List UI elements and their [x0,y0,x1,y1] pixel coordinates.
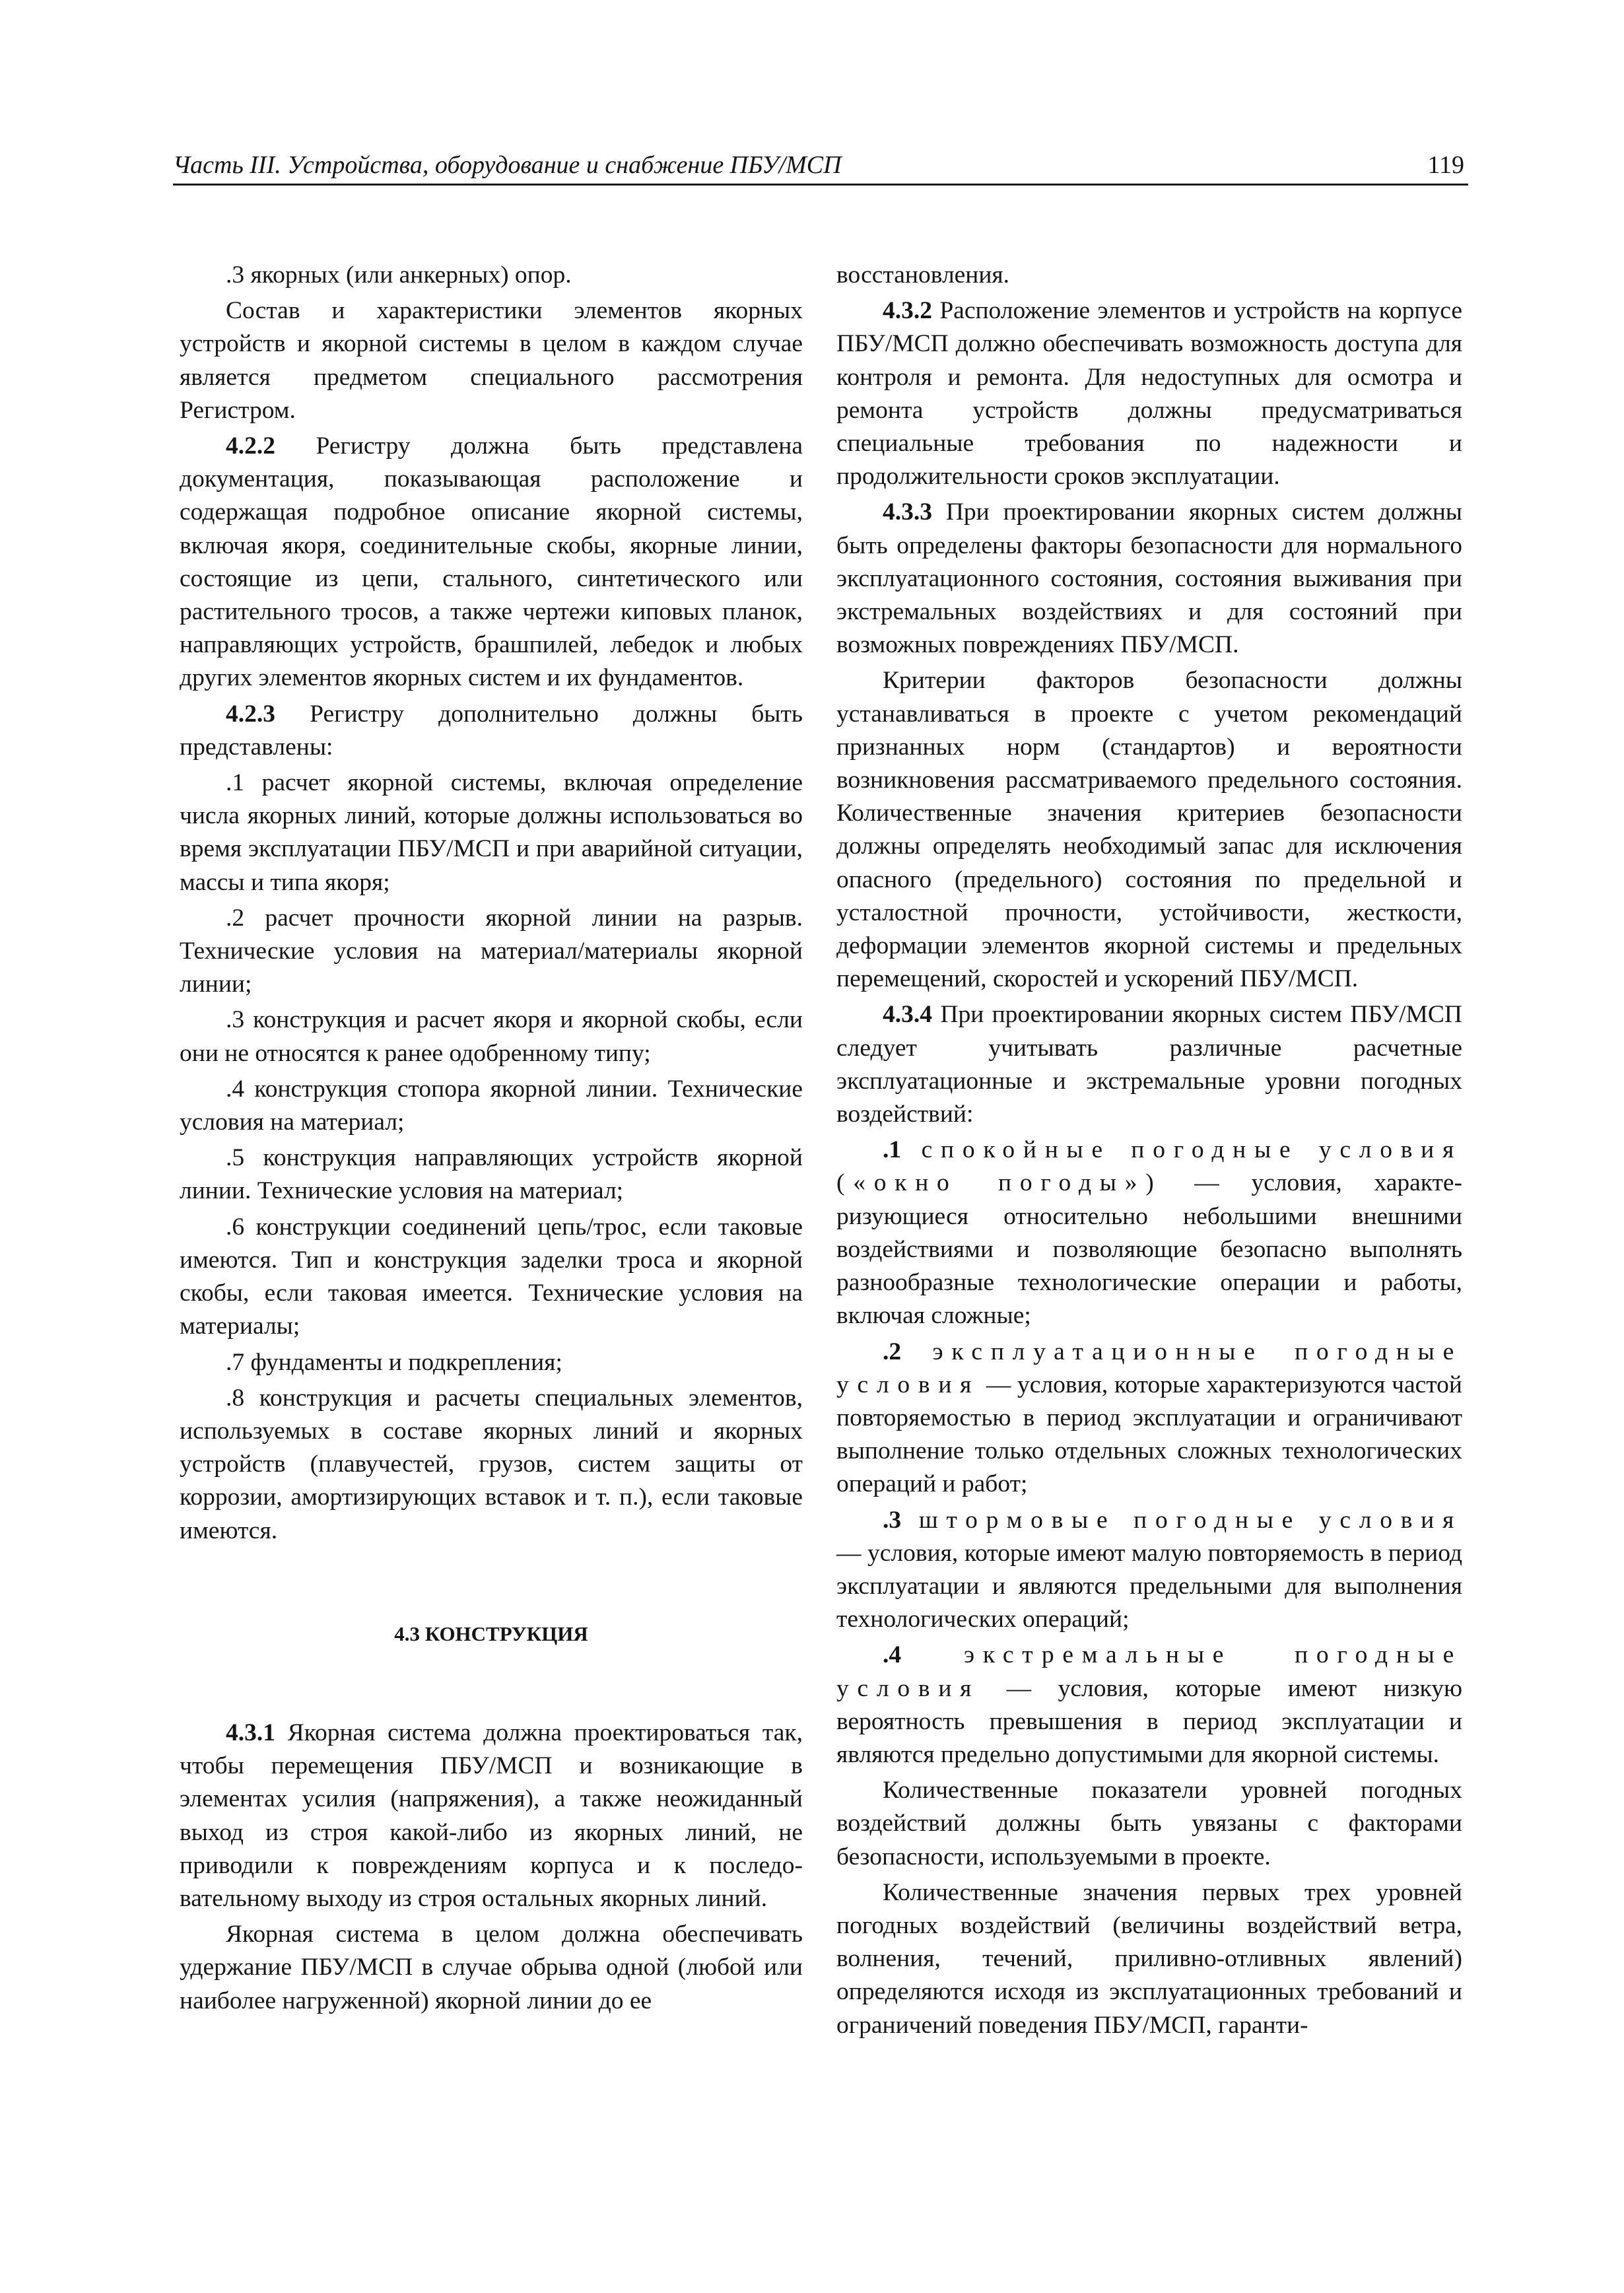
list-item-7: .7 фундаменты и подкрепления; [226,1348,562,1376]
weather-level-3 [836,1504,1462,1637]
paragraph-quantitative-values: Количественные значения первых трех уровней погодных воздействий (величины воздействий ветра, волнения, течений, приливно-отливных явлений) определяются исходя из эксплуатационных требований и ограничений поведения ПБУ/МСП, гаранти- [836,1878,1462,2039]
clause-number: 4.3.2 [883,297,932,325]
running-header [173,144,1468,186]
term-definition: — условия, которые имеют низкую вероятность превышения в период эксплуатации и являются предельно допустимыми для якорной системы. [836,1674,1462,1768]
clause-number: 4.2.2 [226,432,275,460]
term-definition: — условия, которые характеризуются частой повторяемостью в период эксплуатации и ограничивают выполнение только отдельных сложных технологических операций и работ; [836,1371,1462,1498]
term-spaced: эксплуатационные погодные условия [836,1338,1462,1398]
paragraph-4-3-3 [836,496,1462,662]
clause-text: Регистру должна быть представлена документация, показывающая расположение и содержащая подробное описание якорной системы, включая якоря, соединительные скобы, якорные линии, состоящие из цепи, стального, синтетического или растительного тросов, а также чертежи киповых планок, направляющих устройств, брашпилей, лебедок и любых других элементов якорных систем и их фундаментов. [180,432,803,692]
clause-text: При проектировании якорных систем ПБУ/МСП следует учитывать различные расчетные эксплуатационные и экстремальные уровни погодных воздействий: [836,1001,1462,1128]
clause-text: При проектировании якорных систем должны быть определены факторы безопасности для нормального эксплуатационного состояния, состояния выживания при экстремальных воздействиях и для состояний при возможных повреждениях ПБУ/МСП. [836,498,1462,659]
term-spaced: спокойные погодные условия («окно погоды») [836,1136,1462,1197]
list-item-8: .8 конструкция и расчеты специальных элементов, используемых в составе якорных линий и якорных устройств (плавучестей, грузов, систем защиты от коррозии, амортизирующих вставок и т. п.), если таковые имеются. [180,1384,803,1544]
term-spaced: штормовые погодные условия [901,1506,1462,1534]
left-column [180,259,803,2018]
paragraph-4-2-3 [180,698,803,764]
term-spaced: экстремальные погодные условия [836,1641,1462,1702]
paragraph-continuation: восстановления. [836,261,1010,289]
weather-level-4 [836,1639,1462,1771]
item-number: .4 [883,1641,902,1669]
weather-level-2 [836,1336,1462,1501]
section-heading: 4.3 КОНСТРУКЦИЯ [394,1622,588,1645]
clause-text: Расположение элементов и устройств на корпусе ПБУ/МСП должно обеспечивать возможность доступа для контроля и ремонта. Для недоступных для осмотра и ремонта устройств должны предусматриваться специальные требования по надежности и продолжительности сроков эксплуатации. [836,297,1462,491]
list-item-1: .1 расчет якорной системы, включая определение числа якорных линий, которые должны использоваться во время эксплуатации ПБУ/МСП и при аварийной ситуации, массы и типа якоря; [180,769,803,896]
paragraph-4-2-2 [180,430,803,695]
clause-number: 4.3.4 [883,1001,932,1029]
running-header-title: Часть III. Устройства, оборудование и снабжение ПБУ/МСП [173,151,842,179]
weather-level-1 [836,1134,1462,1332]
paragraph-4-3-1 [180,1717,803,1915]
list-item-6: .6 конструкции соединений цепь/трос, если таковые имеются. Тип и конструкция заделки троса и якорной скобы, если таковая имеется. Технические условия на материалы; [180,1213,803,1340]
right-column [836,259,1462,2042]
paragraph-4-3-2 [836,294,1462,493]
list-item-5: .5 конструкция направляющих устройств якорной линии. Технические условия на материал; [180,1144,803,1205]
clause-number: 4.3.1 [226,1719,275,1746]
clause-number: 4.3.3 [883,498,932,526]
list-item-2: .2 расчет прочности якорной линии на разрыв. Технические условия на материал/материалы якорной линии; [180,904,803,998]
list-item-3: .3 конструкция и расчет якоря и якорной скобы, если они не относятся к ранее одобренному типу; [180,1006,803,1067]
page-number: 119 [1427,151,1464,179]
clause-text: Якорная система должна проектироваться так, чтобы перемещения ПБУ/МСП и возникающие в элементах усилия (напряжения), а также неожиданный выход из строя какой-либо из якорных линий, не приводили к повреждениям корпуса и к последовательному выходу из строя остальных якорных линий. [180,1719,803,1912]
term-definition: — условия, характеризующиеся относительно небольшими внешними воздействиями и позволяющие безопасно выполнять разнообразные технологические операции и работы, включая сложные; [836,1169,1462,1330]
clause-text: Регистру дополнительно должны быть представлены: [180,700,803,761]
paragraph-anchor-system-holding: Якорная система в целом должна обеспечивать удержание ПБУ/МСП в случае обрыва одной (любой или наиболее нагруженной) якорной линии до ее [180,1921,803,2014]
item-number: .2 [883,1338,902,1365]
item-number: .1 [883,1136,902,1164]
list-item-4: .4 конструкция стопора якорной линии. Технические условия на материал; [180,1075,803,1136]
list-item-anchor-supports: .3 якорных (или анкерных) опор. [226,261,572,289]
paragraph-safety-criteria: Критерии факторов безопасности должны устанавливаться в проекте с учетом рекомендаций признанных норм (стандартов) и вероятности возникновения рассматриваемого предельного состояния. Количественные значения критериев безопасности должны определять необходимый запас для исключения опасного (предельного) состояния по предельной и усталостной прочности, устойчивости, жесткости, деформации элементов якорной системы и предельных перемещений, скоростей и ускорений ПБУ/МСП. [836,667,1462,993]
paragraph-4-3-4 [836,998,1462,1131]
term-definition: — условия, которые имеют малую повторяемость в период эксплуатации и являются предельными для выполнения технологических операций; [836,1539,1462,1633]
item-number: .3 [883,1506,902,1534]
paragraph-composition: Состав и характеристики элементов якорных устройств и якорной системы в целом в каждом случае является предметом специального рассмотрения Регистром. [180,297,803,424]
paragraph-quantitative-indicators: Количественные показатели уровней погодных воздействий должны быть увязаны с факторами безопасности, используемыми в проекте. [836,1777,1462,1870]
clause-number: 4.2.3 [226,700,275,728]
